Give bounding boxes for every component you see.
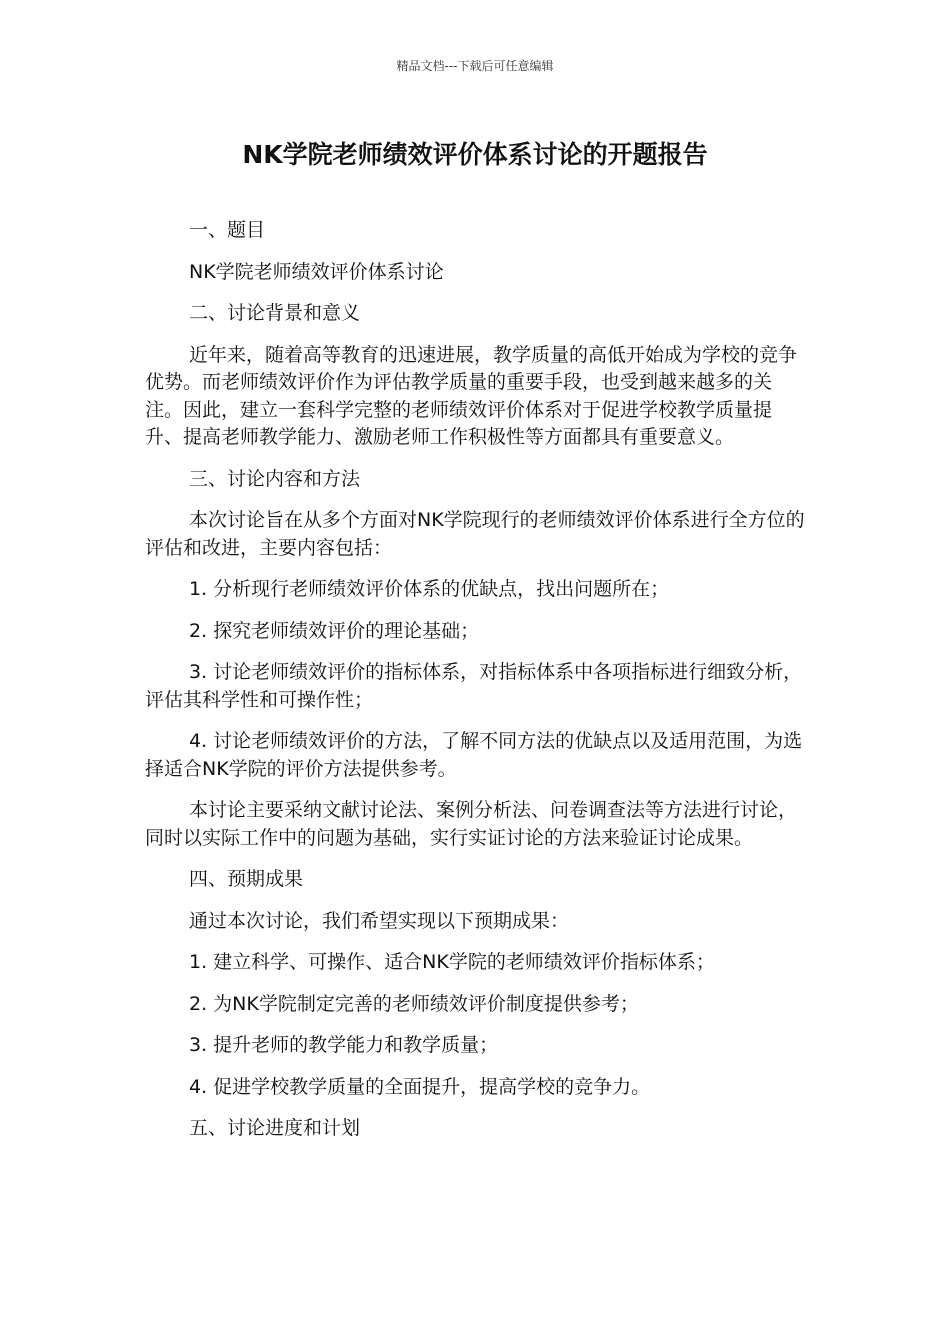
content-list-item: 2. 探究老师绩效评价的理论基础； [189,619,480,642]
section-heading-schedule: 五、讨论进度和计划 [189,1117,361,1139]
topic-text: NK学院老师绩效评价体系讨论 [189,260,444,283]
background-paragraph: 近年来，随着高等教育的迅速进展，教学质量的高低开始成为学校的竞争优势。而老师绩效评价作为评估教学质量的重要手段，也受到越来越多的关注。因此，建立一套科学完整的老师绩效评价体系对于促进学校教学质量提升、提高老师教学能力、激励老师工作积极性等方面都具有重要意义。 [145,343,798,448]
content-intro-paragraph: 本次讨论旨在从多个方面对NK学院现行的老师绩效评价体系进行全方位的评估和改进，主要内容包括： [145,509,805,559]
header-note: 精品文档---下载后可任意编辑 [396,59,554,73]
results-list-item: 2. 为NK学院制定完善的老师绩效评价制度提供参考； [189,992,639,1015]
results-intro-paragraph: 通过本次讨论，我们希望实现以下预期成果： [189,909,570,932]
results-list-item: 3. 提升老师的教学能力和教学质量； [189,1034,499,1056]
results-list-item: 1. 建立科学、可操作、适合NK学院的老师绩效评价指标体系； [189,951,715,973]
section-heading-content-method: 三、讨论内容和方法 [189,467,361,490]
content-list-item: 4. 讨论老师绩效评价的方法，了解不同方法的优缺点以及适用范围，为选择适合NK学院的评价方法提供参考。 [145,730,803,780]
document-title: NK学院老师绩效评价体系讨论的开题报告 [242,140,708,169]
document-body [145,217,805,1157]
content-list-item: 3. 讨论老师绩效评价的指标体系，对指标体系中各项指标进行细致分析，评估其科学性和可操作性； [145,661,803,711]
results-list-item: 4. 促进学校教学质量的全面提升，提高学校的竞争力。 [189,1075,651,1098]
method-paragraph: 本讨论主要采纳文献讨论法、案例分析法、问卷调查法等方法进行讨论，同时以实际工作中的问题为基础，实行实证讨论的方法来验证讨论成果。 [145,799,798,849]
section-heading-expected-results: 四、预期成果 [189,868,304,890]
section-heading-background: 二、讨论背景和意义 [189,302,361,324]
content-list-item: 1. 分析现行老师绩效评价体系的优缺点，找出问题所在； [189,578,670,600]
section-heading-topic: 一、题目 [189,219,266,241]
